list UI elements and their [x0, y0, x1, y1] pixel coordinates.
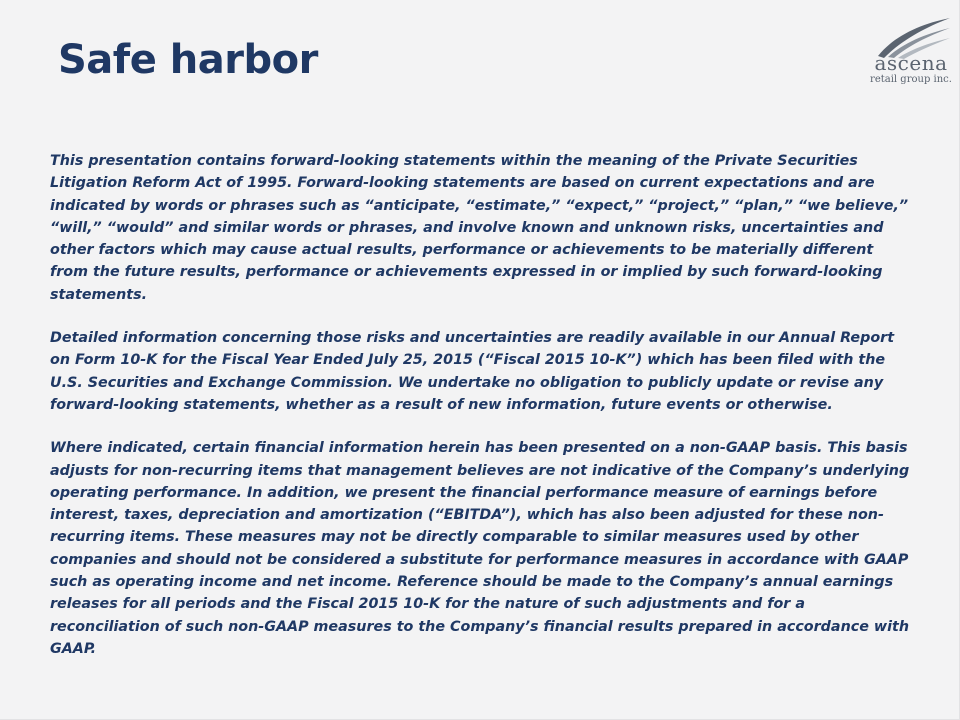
paragraph-risks: Detailed information concerning those risks and uncertainties are readily available in our Annual Report on Form 10-K for the Fiscal Year Ended July 25, 2015 (“Fiscal 2015 10-K”) which has been filed with the U.S. Securities and Exchange Commission. We undertake no obligation to publicly update or revise any forward-looking statements, whether as a result of new information, future events or otherwise. [50, 330, 895, 413]
logo-subtitle: retail group inc. [870, 74, 952, 85]
paragraph-non-gaap: Where indicated, certain financial information herein has been presented on a non-GAAP basis. This basis adjusts for non-recurring items that management believes are not indicative of the Company’s underlying operating performance. In addition, we present the financial performance measure of earnings before interest, taxes, depreciation and amortization (“EBITDA”), which has also been adjusted for these non-recurring items. These measures may not be directly comparable to similar measures used by other companies and should not be considered a substitute for performance measures in accordance with GAAP such as operating income and net income. Reference should be made to the Company’s annual earnings releases for all periods and the Fiscal 2015 10-K for the nature of such adjustments and for a reconciliation of such non-GAAP measures to the Company’s financial results prepared in accordance with GAAP. [50, 440, 910, 657]
page-title: Safe harbor [58, 37, 318, 83]
company-logo [864, 16, 954, 96]
paragraph-forward-looking: This presentation contains forward-looking statements within the meaning of the Private Securities Litigation Reform Act of 1995. Forward-looking statements are based on current expectations and are indicated by words or phrases such as “anticipate, “estimate,” “expect,” “project,” “plan,” “we believe,” “will,” “would” and similar words or phrases, and involve known and unknown risks, uncertainties and other factors which may cause actual results, performance or achievements to be materially different from the future results, performance or achievements expressed in or implied by such forward-looking statements. [50, 153, 909, 303]
disclaimer-body [50, 150, 916, 681]
logo-name: ascena [874, 51, 948, 75]
